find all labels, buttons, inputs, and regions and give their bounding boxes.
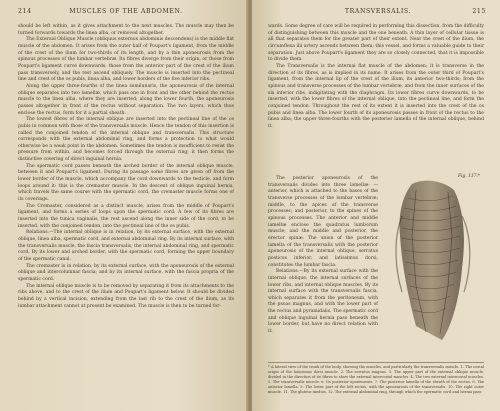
- anatomical-figure: [382, 176, 486, 346]
- paragraph: should be left within, as it gives attachment to the next muscles. The muscle may then be turned forwards towards the linea alba, or removed altogether.: [18, 24, 234, 36]
- paragraph: The External Oblique Muscle (obliquus externus abdominis descendens) is the middle flat muscle of the abdomen. It arises from the outer half of Poupart's ligament, from the middle of the crest of the ilium for two-thirds of its length, and by a thin aponeurosis from the spinous processes of the lumbar vertebræ. Its fibres diverge from their origin, or those from Poupart's ligament curve downwards, those from the anterior part of the crest of the ilium pass transversely, and the rest ascend obliquely. The muscle is inserted into the pectineal line and crest of the os pubis, linea alba, and lower borders of the five inferior ribs.: [18, 37, 234, 83]
- left-running-head: [18, 8, 234, 20]
- left-page: [0, 0, 248, 411]
- torso-muscle-illustration: [382, 176, 486, 346]
- running-head-title: MUSCLES OF THE ABDOMEN.: [69, 8, 183, 15]
- paragraph: The Cremaster, considered as a distinct muscle, arises from the middle of Poupart's ligament, and forms a series of loops upon the spermatic cord. A few of its fibres are inserted into the tunica vaginalis, the rest ascend along the inner side of the cord, to be inserted, with the conjoined tendon, into the pectineal line of the os pubis.: [18, 203, 234, 229]
- paragraph: Along the upper three-fourths of the linea semilunaris, the aponeurosis of the internal oblique separates into two lamellæ, which pass one in front and the other behind the rectus muscle to the linea alba, where they are inserted; along the lower fourth, the aponeurosis passes altogether in front of the rectus without separation. The two layers, which thus enclose the rectus, form for it a partial sheath.: [18, 83, 234, 116]
- figure-label: Fig. 117.*: [457, 174, 480, 179]
- paragraph: The internal oblique muscle is to be removed by separating it from its attachments to the ribs above, and to the crest of the ilium and Poupart's ligament below. It should be divided behind by a vertical incision, extending from the last rib to the crest of the ilium, as its lumbar attachment cannot at present be examined. The muscle is then to be turned for-: [18, 283, 234, 309]
- paragraph: The posterior aponeurosis of the transversalis divides into three lamellæ: —anterior, which is attached to the bases of the transverse processes of the lumbar vertebræ; middle, to the apices of the transverse processes; and posterior, to the spines of the spinous processes. The anterior and middle lamellæ enclose the quadratus lumborum muscle; and the middle and posterior, the erector spinæ. The union of the posterior lamella of the transversalis with the posterior aponeurosis of the internal oblique, serratus posticus inferior, and latissimus dorsi, constitutes the lumbar fascia.: [268, 176, 378, 268]
- left-body-text: [18, 24, 234, 310]
- right-body-text: [268, 24, 484, 131]
- paragraph: The spermatic cord passes beneath the arched border of the internal oblique muscle, between it and Poupart's ligament. During its passage some fibres are given off from the lower border of the muscle, which accompany the cord downwards to the testicle, and form loops around it: this is the cremaster muscle. In the descent of oblique inguinal hernia, which travels the same course with the spermatic cord, the cremaster muscle forms one of its coverings.: [18, 163, 234, 203]
- right-narrow-column: [268, 176, 378, 336]
- paragraph: wards. Some degree of care will be required in performing this dissection, from the difficulty of distinguishing between this muscle and the one beneath. A thin layer of cellular tissue is all that separates them for the greater part of their extent. Near the crest of the ilium, the circumflexa ilii artery ascends between them; this vessel, and forms a valuable guide to their separation. Just above Poupart's ligament they are so closely connected, that it is impossible to divide them.: [268, 24, 484, 63]
- paragraph: Relations.—By its external surface with the internal oblique, the internal surfaces of the lower ribs, and internal oblique muscles. By its internal surface with the transversalis fascia, which separates it from the peritoneum, with the psoas magnus, and with the lower part of the rectus and pyramidalis. The spermatic cord and oblique inguinal hernia pass beneath the lower border, but have no direct relation with it.: [268, 269, 378, 335]
- right-page: [252, 0, 500, 411]
- paragraph: The cremaster is in relation, by its external surface, with the aponeurosis of the external oblique and intercolumnar fascia; and by its internal surface, with the fascia propria of the spermatic cord.: [18, 263, 234, 282]
- paragraph: Relations.—The internal oblique is in relation, by its external surface, with the external oblique, linea alba, spermatic cord, and external abdominal ring. By its internal surface, with the transversalis muscle, the fascia transversalis, the internal abdominal ring, and spermatic cord. By its lower and arched border, with the spermatic cord, forming the upper boundary of the spermatic canal.: [18, 230, 234, 262]
- page-number: 214: [18, 8, 32, 15]
- paragraph: The Transversalis is the internal flat muscle of the abdomen; it is transverse in the direction of its fibres, as is implied in its name. It arises from the outer third of Poupart's ligament, from the internal lip of the crest of the ilium, its anterior two-thirds; from the spinous and transverse processes of the lumbar vertebræ, and from the inner surfaces of the six inferior ribs, indigitating with the diaphragm. Its lower fibres curve downwards, to be inserted, with the lower fibres of the internal oblique, into the pectineal line, and form the conjoined tendon. Throughout the rest of its extent it is inserted into the crest of the os pubis and linea alba. The lower fourth of its aponeurosis passes in front of the rectus to the linea alba; the upper three-fourths with the posterior lamella of the internal oblique, behind it.: [268, 63, 484, 129]
- running-head-title: TRANSVERSALIS.: [344, 8, 412, 15]
- footnote: * A lateral view of the trunk of the body, showing the muscles, and particularly the transversalis muscle. 1. The costal origin of the latissimus dorsi muscle. 2. The serratus magnus. 3. The upper part of the external oblique muscle, divided in the direction of its fibres to show the external intercostal muscles. 4. The two external intercostal muscles. 5. The transversalis muscle. 6. Its posterior aponeurosis. 7. The posterior lamella of the sheath of the rectus. 8. The anterior lamella. 9. The lower part of the left rectus, with the aponeurosis of the transversalis. 10. The right outer muscle. 11. The gluteus medius. 12. The external abdominal ring, through which the spermatic cord and hernia pass.: [268, 362, 484, 395]
- paragraph: The lowest fibres of the internal oblique are inserted into the pectineal line of the os pubis in common with those of the transversalis muscle. Hence the tendon of this insertion is called the conjoined tendon of the internal oblique and transversalis. This structure corresponds with the external abdominal ring, and forms a protection to what would otherwise be a weak point in the abdomen. Sometimes the tendon is insufficient to resist the pressure from within, and becomes forced through the external ring; it then forms the distinctive covering of direct inguinal hernia.: [18, 117, 234, 163]
- right-running-head: [270, 8, 486, 20]
- page-number: 215: [472, 8, 486, 15]
